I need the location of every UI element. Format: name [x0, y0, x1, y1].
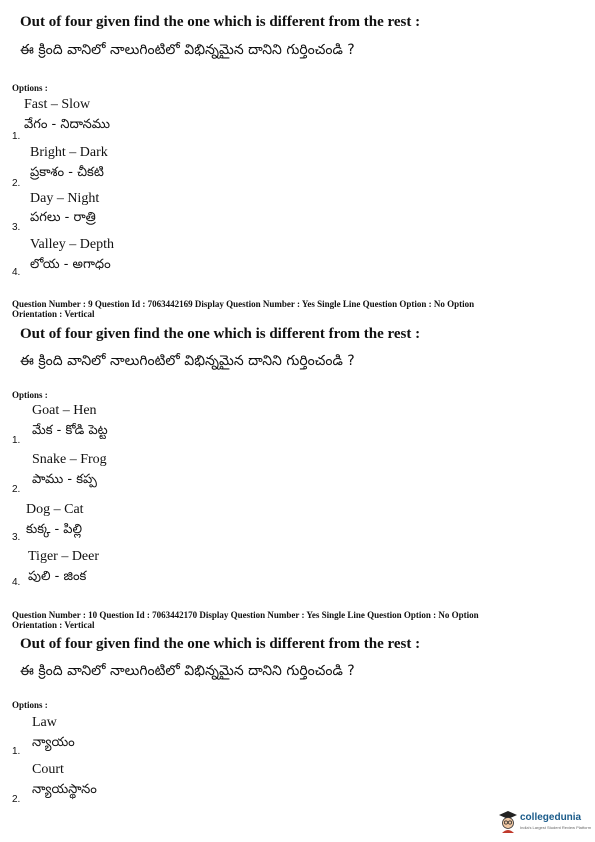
option-english: Snake – Frog — [32, 452, 107, 467]
option-telugu: ప్రకాశం - చీకటి — [30, 165, 104, 180]
question-telugu: ఈ క్రింది వానిలో నాలుగింటిలో విభిన్నమైన దానిని గుర్తించండి ? — [20, 663, 355, 679]
option-telugu: పులి - జింక — [28, 569, 87, 584]
option-english: Dog – Cat — [26, 502, 84, 517]
option-english: Bright – Dark — [30, 145, 108, 160]
option-telugu: కుక్క - పిల్లి — [26, 522, 83, 537]
option-number: 1. — [12, 435, 21, 446]
question-meta-line: Orientation : Vertical — [12, 620, 95, 630]
graduate-mascot-icon — [498, 810, 518, 834]
question-prompt: Out of four given find the one which is different from the rest : — [20, 14, 421, 30]
option-english: Fast – Slow — [24, 97, 91, 112]
option-number: 2. — [12, 794, 21, 805]
option-telugu: పగలు - రాత్రి — [30, 210, 96, 225]
option-number: 4. — [12, 577, 21, 588]
option-english: Valley – Depth — [30, 237, 114, 252]
option-english: Goat – Hen — [32, 403, 97, 418]
options-label: Options : — [12, 700, 48, 710]
question-telugu: ఈ క్రింది వానిలో నాలుగింటిలో విభిన్నమైన దానిని గుర్తించండి ? — [20, 42, 355, 58]
question-meta — [12, 299, 474, 319]
option-telugu: న్యాయం — [32, 735, 75, 750]
option-telugu: వేగం - నిదానము — [24, 117, 110, 132]
option-telugu: లోయ - అగాధం — [30, 257, 111, 272]
option-number: 3. — [12, 532, 21, 543]
options-label: Options : — [12, 83, 48, 93]
logo-name: collegedunia — [520, 812, 582, 823]
option-number: 4. — [12, 267, 21, 278]
option-telugu: మేక - కోడి పెట్ట — [32, 423, 108, 438]
option-telugu: పాము - కప్ప — [32, 472, 97, 487]
option-telugu: న్యాయస్థానం — [32, 782, 97, 797]
collegedunia-logo — [498, 810, 592, 836]
options-label: Options : — [12, 390, 48, 400]
option-number: 2. — [12, 484, 21, 495]
option-number: 3. — [12, 222, 21, 233]
logo-tagline: India's Largest Student Review Platform — [520, 825, 592, 830]
question-meta-line: Question Number : 10 Question Id : 7063442170 Display Question Number : Yes Single Line Question Option : No Option — [12, 610, 479, 620]
option-number: 2. — [12, 178, 21, 189]
option-english: Day – Night — [30, 191, 100, 206]
question-meta-line: Orientation : Vertical — [12, 309, 95, 319]
option-english: Court — [32, 762, 64, 777]
question-meta-line: Question Number : 9 Question Id : 7063442169 Display Question Number : Yes Single Line Question Option : No Option — [12, 299, 475, 309]
option-english: Law — [32, 715, 57, 730]
question-prompt: Out of four given find the one which is different from the rest : — [20, 326, 421, 342]
option-number: 1. — [12, 131, 21, 142]
option-number: 1. — [12, 746, 21, 757]
question-meta — [12, 610, 479, 630]
question-telugu: ఈ క్రింది వానిలో నాలుగింటిలో విభిన్నమైన దానిని గుర్తించండి ? — [20, 353, 355, 369]
question-prompt: Out of four given find the one which is different from the rest : — [20, 636, 421, 652]
option-english: Tiger – Deer — [28, 549, 100, 564]
